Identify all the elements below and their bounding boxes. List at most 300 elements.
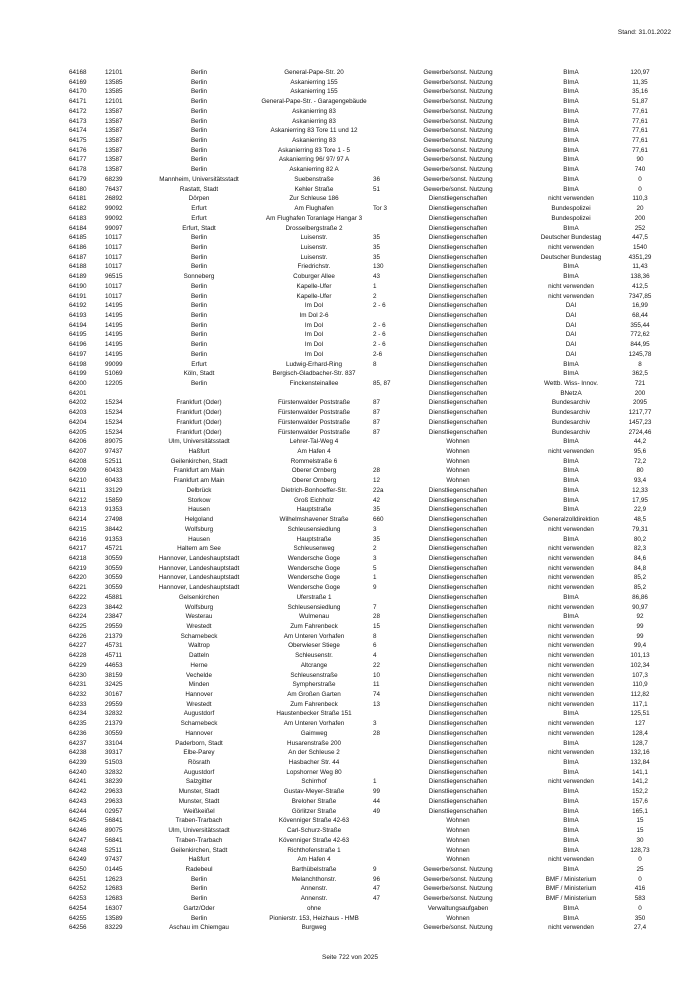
cell-postal-code: 45731 bbox=[105, 642, 123, 650]
cell-owner: DAI bbox=[565, 350, 577, 358]
table-row bbox=[65, 418, 659, 428]
cell-area-value: 15 bbox=[636, 817, 644, 825]
cell-house-number: 2 - 6 bbox=[373, 321, 386, 329]
cell-area-value: 101,13 bbox=[630, 652, 650, 660]
cell-row-id: 64231 bbox=[69, 681, 87, 689]
cell-area-value: 25 bbox=[636, 865, 644, 873]
table-row bbox=[65, 564, 659, 574]
cell-street: Oberer Ornberg bbox=[291, 477, 337, 485]
cell-postal-code: 97437 bbox=[105, 856, 123, 864]
cell-usage-type: Wohnen bbox=[446, 817, 470, 825]
cell-city: Hannover bbox=[185, 691, 213, 698]
cell-postal-code: 14195 bbox=[105, 321, 123, 329]
table-row bbox=[65, 884, 659, 894]
cell-street: Am Unteren Vorhafen bbox=[283, 632, 345, 640]
cell-row-id: 64234 bbox=[69, 710, 87, 718]
cell-street: Schleusenweg bbox=[293, 545, 335, 553]
cell-row-id: 64181 bbox=[69, 195, 87, 203]
cell-row-id: 64183 bbox=[69, 214, 87, 222]
cell-house-number bbox=[373, 846, 395, 856]
cell-owner: BImA bbox=[563, 137, 579, 145]
cell-postal-code: 52511 bbox=[105, 846, 123, 854]
cell-usage-type: Dienstliegenschaften bbox=[428, 729, 488, 737]
cell-owner: BImA bbox=[563, 98, 579, 106]
cell-owner: DAI bbox=[565, 341, 577, 349]
cell-usage-type: Dienstliegenschaften bbox=[428, 768, 488, 776]
cell-house-number bbox=[373, 447, 395, 457]
table-row bbox=[65, 272, 659, 282]
cell-city: Frankfurt (Oder) bbox=[176, 399, 222, 407]
cell-city: Radebeul bbox=[185, 865, 213, 873]
cell-house-number: 51 bbox=[373, 185, 381, 193]
cell-area-value: 77,61 bbox=[632, 137, 648, 145]
cell-usage-type: Gewerbe/sonst. Nutzung bbox=[423, 146, 493, 154]
cell-area-value: 132,84 bbox=[630, 759, 650, 767]
cell-usage-type: Wohnen bbox=[446, 836, 470, 844]
cell-city: Hannover bbox=[185, 729, 213, 737]
cell-row-id: 64186 bbox=[69, 243, 87, 251]
cell-street: Altcrange bbox=[300, 661, 328, 669]
cell-usage-type: Gewerbe/sonst. Nutzung bbox=[423, 156, 493, 164]
cell-owner: BImA bbox=[563, 739, 579, 747]
cell-area-value: 1217,77 bbox=[628, 409, 652, 417]
cell-area-value: 416 bbox=[634, 885, 646, 893]
cell-row-id: 64182 bbox=[69, 205, 87, 213]
cell-house-number bbox=[373, 107, 395, 117]
cell-city: Berlin bbox=[190, 380, 208, 387]
cell-usage-type: Wohnen bbox=[446, 914, 470, 922]
table-row bbox=[65, 350, 659, 360]
cell-postal-code: 14195 bbox=[105, 341, 123, 349]
cell-house-number: 35 bbox=[373, 253, 381, 261]
cell-owner: BImA bbox=[563, 224, 579, 232]
table-row bbox=[65, 525, 659, 535]
cell-street: Askanierring 155 bbox=[290, 78, 338, 86]
cell-usage-type: Dienstliegenschaften bbox=[428, 525, 488, 533]
cell-row-id: 64206 bbox=[69, 438, 87, 446]
cell-house-number: 28 bbox=[373, 729, 381, 737]
cell-postal-code bbox=[105, 389, 143, 399]
cell-house-number bbox=[373, 437, 395, 447]
cell-row-id: 64170 bbox=[69, 88, 87, 96]
cell-area-value: 77,61 bbox=[632, 127, 648, 135]
cell-city: Vechelde bbox=[186, 671, 212, 679]
cell-area-value: 110,3 bbox=[632, 195, 648, 203]
table-row bbox=[65, 262, 659, 272]
table-row bbox=[65, 253, 659, 263]
cell-row-id: 64168 bbox=[69, 69, 87, 76]
cell-area-value: 102,34 bbox=[630, 661, 650, 669]
cell-street: Askanierring 83 bbox=[292, 107, 336, 115]
cell-row-id: 64169 bbox=[69, 78, 87, 86]
cell-usage-type: Wohnen bbox=[446, 438, 470, 446]
stand-date: Stand: 31.01.2022 bbox=[617, 29, 671, 36]
cell-row-id: 64225 bbox=[69, 622, 87, 630]
cell-area-value: 165,1 bbox=[632, 807, 648, 815]
cell-house-number bbox=[373, 214, 395, 224]
cell-usage-type: Dienstliegenschaften bbox=[428, 632, 488, 640]
cell-usage-type: Dienstliegenschaften bbox=[428, 807, 488, 815]
cell-postal-code: 15234 bbox=[105, 428, 123, 436]
cell-postal-code: 13589 bbox=[105, 914, 123, 922]
cell-city: Berlin bbox=[190, 107, 208, 115]
cell-area-value: 110,9 bbox=[632, 681, 648, 689]
cell-street: Luisenstr. bbox=[300, 243, 328, 251]
cell-city: Hannover, Landeshauptstadt bbox=[158, 564, 240, 572]
cell-street: Zum Fahrenbeck bbox=[290, 622, 338, 630]
cell-usage-type: Dienstliegenschaften bbox=[428, 778, 488, 786]
cell-postal-code: 56841 bbox=[105, 817, 123, 825]
cell-owner: nicht verwenden bbox=[548, 924, 594, 932]
cell-house-number: 99 bbox=[373, 788, 381, 796]
cell-house-number bbox=[373, 923, 395, 933]
cell-street: Annenstr. bbox=[300, 885, 328, 893]
cell-row-id: 64192 bbox=[69, 302, 87, 310]
cell-owner: BImA bbox=[563, 273, 579, 281]
cell-owner: BImA bbox=[563, 768, 579, 776]
cell-street: Am Flughafen bbox=[294, 205, 334, 213]
cell-usage-type: Dienstliegenschaften bbox=[428, 409, 488, 417]
cell-usage-type: Dienstliegenschaften bbox=[428, 797, 488, 805]
cell-usage-type: Verwaltungsaufgaben bbox=[427, 904, 489, 912]
cell-usage-type: Dienstliegenschaften bbox=[428, 311, 488, 319]
cell-postal-code: 89075 bbox=[105, 827, 123, 835]
cell-street: Richthofenstraße 1 bbox=[287, 846, 341, 854]
cell-area-value: 0 bbox=[638, 185, 642, 193]
cell-row-id: 64216 bbox=[69, 535, 87, 543]
cell-postal-code: 26892 bbox=[105, 195, 123, 203]
table-row bbox=[65, 155, 659, 165]
table-row bbox=[65, 214, 659, 224]
cell-street: Wilhelmshavener Straße bbox=[279, 516, 349, 524]
cell-usage-type: Dienstliegenschaften bbox=[428, 720, 488, 728]
cell-owner: BImA bbox=[563, 710, 579, 718]
cell-postal-code: 96515 bbox=[105, 273, 123, 281]
cell-owner: DAI bbox=[565, 331, 577, 339]
cell-postal-code: 13587 bbox=[105, 146, 123, 154]
cell-row-id: 64202 bbox=[69, 399, 87, 407]
cell-city: Wrestedt bbox=[186, 622, 212, 630]
cell-house-number: 12 bbox=[373, 477, 381, 485]
cell-owner: BImA bbox=[563, 360, 579, 368]
cell-usage-type: Dienstliegenschaften bbox=[428, 292, 488, 300]
cell-owner: nicht verwenden bbox=[548, 574, 594, 582]
cell-area-value: 80 bbox=[636, 467, 644, 475]
cell-row-id: 64195 bbox=[69, 331, 87, 339]
cell-house-number: 9 bbox=[373, 584, 377, 592]
cell-row-id: 64174 bbox=[69, 127, 87, 135]
cell-usage-type: Dienstliegenschaften bbox=[428, 574, 488, 582]
cell-house-number: 87 bbox=[373, 409, 381, 417]
cell-row-id: 64235 bbox=[69, 720, 87, 728]
cell-row-id: 64229 bbox=[69, 661, 87, 669]
cell-postal-code: 99092 bbox=[105, 205, 123, 213]
cell-street: Uferstraße 1 bbox=[296, 593, 332, 601]
cell-city: Berlin bbox=[190, 234, 208, 242]
cell-area-value: 4351,29 bbox=[628, 253, 652, 261]
cell-street: Breloher Straße bbox=[291, 797, 337, 805]
cell-postal-code: 30559 bbox=[105, 729, 123, 737]
cell-usage-type: Dienstliegenschaften bbox=[428, 253, 488, 261]
table-row bbox=[65, 797, 659, 807]
cell-house-number: 35 bbox=[373, 506, 381, 514]
cell-city: Helgoland bbox=[184, 516, 214, 524]
cell-area-value: 93,4 bbox=[633, 477, 647, 485]
table-row bbox=[65, 700, 659, 710]
cell-row-id: 64172 bbox=[69, 107, 87, 115]
table-row bbox=[65, 107, 659, 117]
cell-owner: BImA bbox=[563, 146, 579, 154]
cell-house-number: 28 bbox=[373, 613, 381, 621]
cell-usage-type: Gewerbe/sonst. Nutzung bbox=[423, 885, 493, 893]
cell-usage-type: Dienstliegenschaften bbox=[428, 380, 488, 387]
cell-owner: nicht verwenden bbox=[548, 720, 594, 728]
cell-area-value: 844,95 bbox=[630, 341, 650, 349]
cell-usage-type: Dienstliegenschaften bbox=[428, 321, 488, 329]
cell-usage-type: Wohnen bbox=[446, 457, 470, 465]
cell-city: Berlin bbox=[190, 117, 208, 125]
cell-house-number: 22 bbox=[373, 661, 381, 669]
cell-house-number: 35 bbox=[373, 243, 381, 251]
cell-postal-code: 99092 bbox=[105, 214, 123, 222]
cell-area-value: 77,61 bbox=[632, 117, 648, 125]
cell-city: Ulm, Universitätsstadt bbox=[168, 827, 230, 835]
cell-street: Drosselbergstraße 2 bbox=[285, 224, 343, 232]
cell-street: Kövenniger Straße 42-63 bbox=[278, 817, 350, 825]
cell-street: Hasbacher Str. 44 bbox=[288, 759, 340, 767]
cell-area-value: 85,2 bbox=[633, 574, 647, 582]
cell-street: Barthübelstraße bbox=[291, 865, 337, 873]
cell-usage-type: Dienstliegenschaften bbox=[428, 622, 488, 630]
cell-postal-code: 30559 bbox=[105, 584, 123, 592]
cell-postal-code: 14195 bbox=[105, 350, 123, 358]
cell-owner: nicht verwenden bbox=[548, 525, 594, 533]
cell-usage-type: Wohnen bbox=[446, 477, 470, 485]
table-row bbox=[65, 68, 659, 78]
cell-usage-type: Dienstliegenschaften bbox=[428, 564, 488, 572]
cell-owner: Bundesarchiv bbox=[551, 409, 591, 417]
cell-postal-code: 32832 bbox=[105, 768, 123, 776]
cell-street: Burgweg bbox=[301, 924, 327, 932]
cell-street: Fürstenwalder Poststraße bbox=[277, 399, 351, 407]
cell-city: Berlin bbox=[190, 78, 208, 86]
cell-usage-type: Dienstliegenschaften bbox=[428, 603, 488, 611]
cell-street: Schleusensiedlung bbox=[287, 525, 341, 533]
cell-area-value: 740 bbox=[634, 166, 646, 174]
cell-owner: nicht verwenden bbox=[548, 856, 594, 864]
cell-city: Scharnebeck bbox=[180, 720, 218, 728]
cell-city: Berlin bbox=[190, 146, 208, 154]
cell-house-number bbox=[373, 826, 395, 836]
table-row bbox=[65, 515, 659, 525]
cell-house-number: 2 - 6 bbox=[373, 302, 386, 310]
cell-owner: DAI bbox=[565, 311, 577, 319]
cell-street: Am Unteren Vorhafen bbox=[283, 720, 345, 728]
cell-house-number: 8 bbox=[373, 360, 377, 368]
cell-row-id: 64177 bbox=[69, 156, 87, 164]
property-table bbox=[65, 68, 659, 933]
table-row bbox=[65, 816, 659, 826]
cell-city: Haßfurt bbox=[188, 856, 210, 864]
cell-postal-code: 29633 bbox=[105, 797, 123, 805]
table-row bbox=[65, 496, 659, 506]
cell-usage-type: Dienstliegenschaften bbox=[428, 418, 488, 426]
cell-house-number: 36 bbox=[373, 175, 381, 183]
cell-street: An der Schleuse 2 bbox=[288, 749, 340, 757]
table-row bbox=[65, 680, 659, 690]
cell-city: Elbe-Parey bbox=[183, 749, 215, 757]
cell-postal-code: 12683 bbox=[105, 895, 123, 903]
cell-city: Rastatt, Stadt bbox=[179, 185, 219, 193]
cell-house-number: 44 bbox=[373, 797, 381, 805]
cell-usage-type: Dienstliegenschaften bbox=[428, 195, 488, 203]
cell-area-value: 128,4 bbox=[632, 729, 648, 737]
cell-owner: BImA bbox=[563, 175, 579, 183]
cell-street: Wendersche Goge bbox=[287, 554, 341, 562]
cell-owner: BImA bbox=[563, 797, 579, 805]
cell-row-id: 64247 bbox=[69, 836, 87, 844]
cell-row-id: 64214 bbox=[69, 516, 87, 524]
cell-city: Wolfsburg bbox=[184, 603, 214, 611]
cell-house-number bbox=[373, 311, 395, 321]
cell-postal-code: 10117 bbox=[105, 253, 123, 261]
cell-street: Rommelstraße 6 bbox=[290, 457, 338, 465]
cell-usage-type: Dienstliegenschaften bbox=[428, 700, 488, 708]
cell-row-id: 64189 bbox=[69, 273, 87, 281]
cell-city: Köln, Stadt bbox=[183, 370, 215, 378]
cell-row-id: 64219 bbox=[69, 564, 87, 572]
cell-city: Geilenkirchen, Stadt bbox=[170, 846, 228, 854]
cell-area-value: 0 bbox=[638, 875, 642, 883]
cell-street: Suebenstraße bbox=[294, 175, 334, 183]
cell-row-id: 64208 bbox=[69, 457, 87, 465]
cell-house-number: 87 bbox=[373, 428, 381, 436]
cell-city: Augustdorf bbox=[183, 710, 215, 718]
cell-owner: BNetzA bbox=[560, 389, 582, 397]
cell-postal-code: 10117 bbox=[105, 263, 123, 271]
cell-usage-type: Dienstliegenschaften bbox=[428, 214, 488, 222]
cell-house-number: 1 bbox=[373, 282, 377, 290]
cell-street: Finckensteinallee bbox=[289, 380, 339, 387]
cell-street: Bergisch-Gladbacher-Str. 837 bbox=[272, 370, 356, 378]
table-row bbox=[65, 292, 659, 302]
cell-usage-type: Wohnen bbox=[446, 827, 470, 835]
cell-owner: Bundespolizei bbox=[551, 214, 591, 222]
cell-row-id: 64239 bbox=[69, 759, 87, 767]
cell-postal-code: 14195 bbox=[105, 311, 123, 319]
cell-area-value: 8 bbox=[638, 360, 642, 368]
cell-usage-type: Dienstliegenschaften bbox=[428, 389, 488, 397]
cell-street: Im Dol bbox=[304, 350, 324, 358]
cell-usage-type: Dienstliegenschaften bbox=[428, 224, 488, 232]
cell-area-value: 0 bbox=[638, 856, 642, 864]
cell-street: Lehrer-Tal-Weg 4 bbox=[289, 438, 339, 446]
cell-usage-type: Gewerbe/sonst. Nutzung bbox=[423, 107, 493, 115]
cell-house-number bbox=[373, 155, 395, 165]
cell-row-id: 64226 bbox=[69, 632, 87, 640]
cell-street: Wendersche Goge bbox=[287, 574, 341, 582]
cell-owner: BMF / Ministerium bbox=[545, 895, 597, 903]
cell-house-number: 87 bbox=[373, 418, 381, 426]
cell-usage-type: Wohnen bbox=[446, 467, 470, 475]
table-row bbox=[65, 466, 659, 476]
table-row bbox=[65, 661, 659, 671]
cell-owner: nicht verwenden bbox=[548, 195, 594, 203]
cell-street: Gaimweg bbox=[300, 729, 328, 737]
cell-usage-type: Dienstliegenschaften bbox=[428, 399, 488, 407]
cell-postal-code: 21379 bbox=[105, 632, 123, 640]
table-row bbox=[65, 457, 659, 467]
cell-area-value: 92 bbox=[636, 613, 644, 621]
cell-owner: BImA bbox=[563, 467, 579, 475]
cell-owner: BImA bbox=[563, 438, 579, 446]
cell-street: Fürstenwalder Poststraße bbox=[277, 409, 351, 417]
table-row bbox=[65, 894, 659, 904]
cell-street: Am Großen Garten bbox=[287, 691, 341, 698]
table-row bbox=[65, 165, 659, 175]
cell-house-number: 660 bbox=[373, 516, 384, 524]
cell-owner: BImA bbox=[563, 914, 579, 922]
cell-postal-code: 45721 bbox=[105, 545, 123, 553]
cell-owner: BImA bbox=[563, 477, 579, 485]
cell-row-id: 64237 bbox=[69, 739, 87, 747]
cell-area-value: 447,5 bbox=[632, 234, 648, 242]
cell-area-value: 0 bbox=[638, 904, 642, 912]
cell-row-id: 64190 bbox=[69, 282, 87, 290]
cell-area-value: 90 bbox=[636, 156, 644, 164]
cell-area-value: 99,4 bbox=[633, 642, 647, 650]
cell-row-id: 64197 bbox=[69, 350, 87, 358]
cell-street: Kapelle-Ufer bbox=[296, 282, 332, 290]
cell-house-number: 96 bbox=[373, 875, 381, 883]
cell-postal-code: 91353 bbox=[105, 506, 123, 514]
table-row bbox=[65, 768, 659, 778]
cell-row-id: 64205 bbox=[69, 428, 87, 436]
table-row bbox=[65, 379, 659, 389]
cell-house-number: 130 bbox=[373, 263, 384, 271]
cell-area-value: 99 bbox=[636, 622, 644, 630]
cell-postal-code: 97437 bbox=[105, 448, 123, 456]
cell-city: Traben-Trarbach bbox=[175, 817, 223, 825]
cell-house-number: 47 bbox=[373, 895, 381, 903]
cell-city: Berlin bbox=[190, 98, 208, 106]
cell-area-value: 2095 bbox=[632, 399, 647, 407]
cell-city: Salzgitter bbox=[185, 778, 213, 786]
cell-postal-code: 12683 bbox=[105, 885, 123, 893]
cell-usage-type: Gewerbe/sonst. Nutzung bbox=[423, 88, 493, 96]
cell-postal-code: 33104 bbox=[105, 739, 123, 747]
cell-usage-type: Dienstliegenschaften bbox=[428, 341, 488, 349]
cell-city: Berlin bbox=[190, 350, 208, 358]
cell-owner: nicht verwenden bbox=[548, 661, 594, 669]
table-row bbox=[65, 146, 659, 156]
cell-area-value: 22,9 bbox=[633, 506, 647, 514]
cell-house-number: 49 bbox=[373, 807, 381, 815]
cell-city: Berlin bbox=[190, 331, 208, 339]
cell-postal-code: 51069 bbox=[105, 370, 123, 378]
cell-city bbox=[143, 389, 255, 399]
cell-row-id: 64213 bbox=[69, 506, 87, 514]
cell-area-value: 200 bbox=[634, 214, 646, 222]
cell-street: Wendersche Goge bbox=[287, 564, 341, 572]
cell-usage-type: Gewerbe/sonst. Nutzung bbox=[423, 117, 493, 125]
cell-area-value: 84,6 bbox=[633, 554, 647, 562]
cell-area-value: 127 bbox=[634, 720, 646, 728]
cell-area-value: 125,51 bbox=[630, 710, 650, 718]
cell-city: Traben-Trarbach bbox=[175, 836, 223, 844]
cell-city: Berlin bbox=[190, 311, 208, 319]
cell-owner: BImA bbox=[563, 788, 579, 796]
